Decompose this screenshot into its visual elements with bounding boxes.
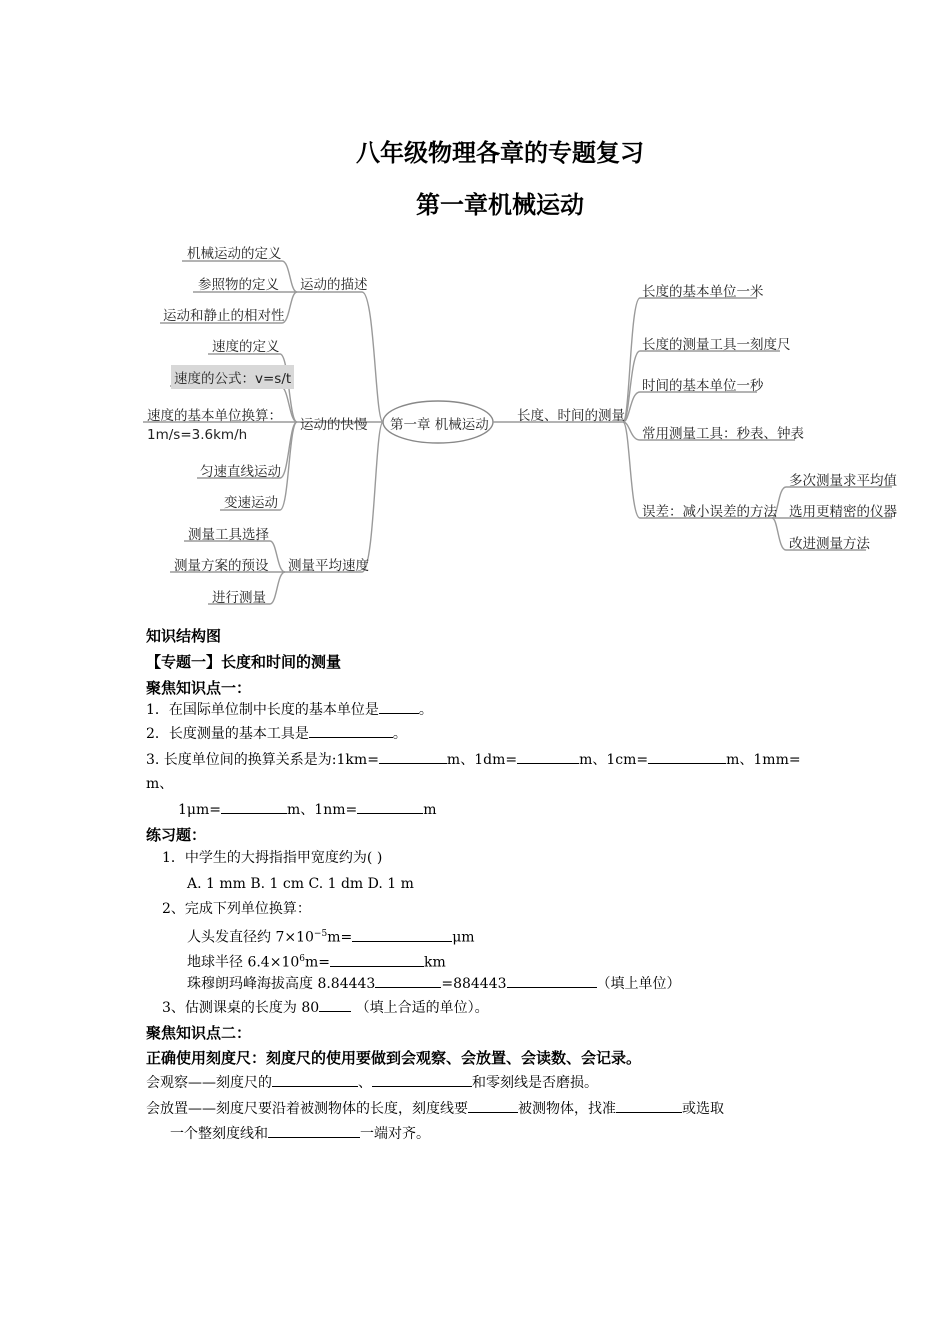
branch-length-time: 长度、时间的测量 <box>517 408 625 424</box>
question-2: 2．长度测量的基本工具是 。 <box>146 723 407 745</box>
question-3-line2: 1μm= m、1nm= m <box>178 799 437 821</box>
node-speed-unit-value: 1m/s=3.6km/h <box>147 427 248 443</box>
practice-2: 2、完成下列单位换算： <box>162 901 311 917</box>
node-variable-motion: 变速运动 <box>224 495 278 511</box>
practice-2-everest: 珠穆朗玛峰海拔高度 8.84443 =884443 （填上单位） <box>187 973 681 995</box>
node-error-average: 多次测量求平均值 <box>789 473 897 489</box>
blank[interactable] <box>379 749 447 764</box>
blank[interactable] <box>319 997 351 1012</box>
mindmap-lines <box>0 0 950 620</box>
question-3: 3. 长度单位间的换算关系是为:1km= m、1dm= m、1cm= m、1mm= <box>146 749 801 771</box>
blank[interactable] <box>379 699 419 714</box>
heading-practice: 练习题： <box>146 826 207 844</box>
node-plan: 测量方案的预设 <box>174 558 269 574</box>
blank[interactable] <box>330 952 424 967</box>
blank[interactable] <box>616 1098 682 1113</box>
heading-topic-1: 【专题一】长度和时间的测量 <box>146 653 342 671</box>
blank[interactable] <box>272 1072 358 1087</box>
node-speed-def: 速度的定义 <box>212 339 280 355</box>
practice-2-earth: 地球半径 $6.4\times 10^6m=$ km <box>187 948 446 974</box>
node-error: 误差：减小误差的方法 <box>642 504 777 520</box>
blank[interactable] <box>648 749 726 764</box>
practice-1-options: A. 1 mm B. 1 cm C. 1 dm D. 1 m <box>187 876 414 892</box>
branch-motion-speed: 运动的快慢 <box>300 417 368 433</box>
branch-average-speed: 测量平均速度 <box>288 558 369 574</box>
node-measure: 进行测量 <box>212 590 266 606</box>
page-title: 八年级物理各章的专题复习 <box>356 139 644 167</box>
heading-focus-1: 聚焦知识点一： <box>146 679 252 697</box>
node-length-tool: 长度的测量工具一刻度尺 <box>642 337 791 353</box>
place-line-2: 一个整刻度线和 一端对齐。 <box>170 1123 430 1145</box>
node-error-precise: 选用更精密的仪器 <box>789 504 897 520</box>
branch-motion-description: 运动的描述 <box>300 277 368 293</box>
node-uniform-motion: 匀速直线运动 <box>200 464 281 480</box>
blank[interactable] <box>468 1098 518 1113</box>
mindmap-center: 第一章 机械运动 <box>390 417 489 433</box>
blank[interactable] <box>375 973 441 988</box>
blank[interactable] <box>507 973 597 988</box>
node-tool-choice: 测量工具选择 <box>188 527 269 543</box>
place-line: 会放置——刻度尺要沿着被测物体的长度，刻度线要 被测物体，找准 或选取 <box>146 1098 724 1120</box>
node-time-unit: 时间的基本单位一秒 <box>642 378 764 394</box>
blank[interactable] <box>517 749 579 764</box>
ruler-usage-heading: 正确使用刻度尺：刻度尺的使用要做到会观察、会放置、会读数、会记录。 <box>146 1049 642 1067</box>
practice-1: 1．中学生的大拇指指甲宽度约为( ) <box>162 850 383 866</box>
node-speed-formula: 速度的公式：v=s/t <box>171 365 294 389</box>
observe-line: 会观察——刻度尺的 、 和零刻线是否磨损。 <box>146 1072 598 1094</box>
heading-structure: 知识结构图 <box>146 627 222 645</box>
question-3-cont: m、 <box>146 776 174 792</box>
node-mechanical-motion-def: 机械运动的定义 <box>187 246 282 262</box>
blank[interactable] <box>357 799 423 814</box>
blank[interactable] <box>268 1123 360 1138</box>
node-relativity: 运动和静止的相对性 <box>163 308 285 324</box>
node-length-unit: 长度的基本单位一米 <box>642 284 764 300</box>
question-1: 1．在国际单位制中长度的基本单位是 。 <box>146 699 433 721</box>
blank[interactable] <box>372 1072 472 1087</box>
blank[interactable] <box>352 927 452 942</box>
chapter-title: 第一章机械运动 <box>416 191 584 219</box>
blank[interactable] <box>309 723 393 738</box>
blank[interactable] <box>221 799 287 814</box>
node-speed-unit: 速度的基本单位换算： <box>147 408 282 424</box>
practice-2-hair: 人头发直径约 $7\times 10^{-5}m= \mu m$ <box>187 923 475 949</box>
node-reference-def: 参照物的定义 <box>198 277 279 293</box>
node-error-improve: 改进测量方法 <box>789 536 870 552</box>
heading-focus-2: 聚焦知识点二： <box>146 1024 252 1042</box>
node-time-tools: 常用测量工具：秒表、钟表 <box>642 426 804 442</box>
practice-3: 3、估测课桌的长度为 80 （填上合适的单位）。 <box>162 997 489 1019</box>
